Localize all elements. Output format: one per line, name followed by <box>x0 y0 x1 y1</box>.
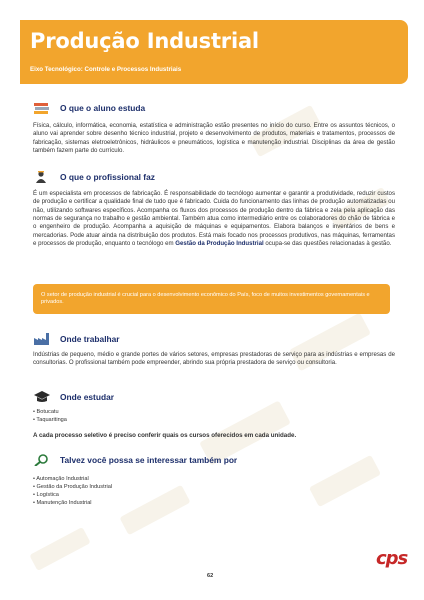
graduation-cap-icon <box>34 391 50 403</box>
section-title-trabalhar <box>34 333 120 345</box>
paragraph-trabalhar: Indústrias de pequeno, médio e grande portes de vários setores, empresas prestadoras de serviço para as indústrias e empresas de consultorias. O profissional também pode empreender, abrindo sua própria prestadora de serviço ou consultoria. <box>33 351 395 367</box>
page-subtitle: Eixo Tecnológico: Controle e Processos Industriais <box>30 66 182 73</box>
paragraph-estuda: Física, cálculo, informática, economia, estatística e administração estão presentes no início do curso. Entre os assuntos técnicos, o aluno vai aprender sobre desenho técnico industrial, projeto e desenvolvimento de produtos, materiais e tratamentos, processos de fabricação, sistemas eletroeletrônicos, hidráulicos e pneumáticos, logística e manutenção industrial. Disciplinas da área de gestão também fazem parte do currículo. <box>33 122 395 155</box>
list-item: • Logística <box>33 491 112 499</box>
selection-note: A cada processo seletivo é preciso conferir quais os cursos oferecidos em cada unidade. <box>33 432 297 439</box>
related-courses-list <box>33 475 112 507</box>
section-title-estuda <box>34 102 145 114</box>
section-title-text: Onde trabalhar <box>60 334 120 344</box>
section-title-text: O que o aluno estuda <box>60 103 146 113</box>
list-item: • Manutenção Industrial <box>33 499 112 507</box>
list-item: • Automação Industrial <box>33 475 112 483</box>
cps-logo: cps <box>376 548 408 569</box>
factory-icon <box>34 333 50 345</box>
section-title-text: Talvez você possa se interessar também por <box>60 455 238 465</box>
paragraph-text-end: ocupa-se das questões relacionadas à gestão. <box>263 240 392 248</box>
background-decoration <box>309 455 381 507</box>
list-item: • Botucatu <box>33 408 67 416</box>
magnifier-icon <box>34 454 50 466</box>
section-title-interessar <box>34 454 237 466</box>
section-title-profissional <box>34 171 155 183</box>
callout-text: O setor de produção industrial é crucial para o desenvolvimento econômico do País, foco de muitos investimentos governamentais e privados. <box>41 292 370 306</box>
person-icon <box>34 171 50 183</box>
background-decoration <box>29 527 90 571</box>
list-item: • Taquaritinga <box>33 416 67 424</box>
paragraph-text: É um especialista em processos de fabricação. É responsabilidade do tecnólogo aumentar e garantir a produtividade, reduzir custos de produção e certificar a qualidade final de tudo que é fabricado. Cuida do funcionamento das linhas de produção automatizadas ou não, utilizando softwares específicos. Acompanha os fluxos dos processos de produção dentro da fábrica e zela pela aplicação das normas de segurança no trabalho e gestão ambiental. Também atua como intermediário entre os colaboradores do chão de fábrica e o engenheiro de produção. Acompanha a aquisição de máquinas e equipamentos. Elabora balanços e inventários de bens e mercadorias. Pode atuar ainda na distribuição dos produtos. Está mais focado nos processos produtivos, nas máquinas, ferramentas e processos de produção, enquanto o tecnólogo em <box>33 190 395 248</box>
section-title-text: Onde estudar <box>60 392 114 402</box>
background-decoration <box>119 485 190 536</box>
section-title-text: O que o profissional faz <box>60 172 155 182</box>
page-number: 62 <box>207 573 214 579</box>
page-header <box>20 20 408 84</box>
section-title-estudar <box>34 391 114 403</box>
callout-box <box>33 284 390 314</box>
books-icon <box>34 102 50 114</box>
campus-list <box>33 408 67 424</box>
highlight-course: Gestão da Produção Industrial <box>175 240 264 248</box>
paragraph-profissional <box>33 190 395 248</box>
page-title: Produção Industrial <box>30 29 259 53</box>
list-item: • Gestão da Produção Industrial <box>33 483 112 491</box>
